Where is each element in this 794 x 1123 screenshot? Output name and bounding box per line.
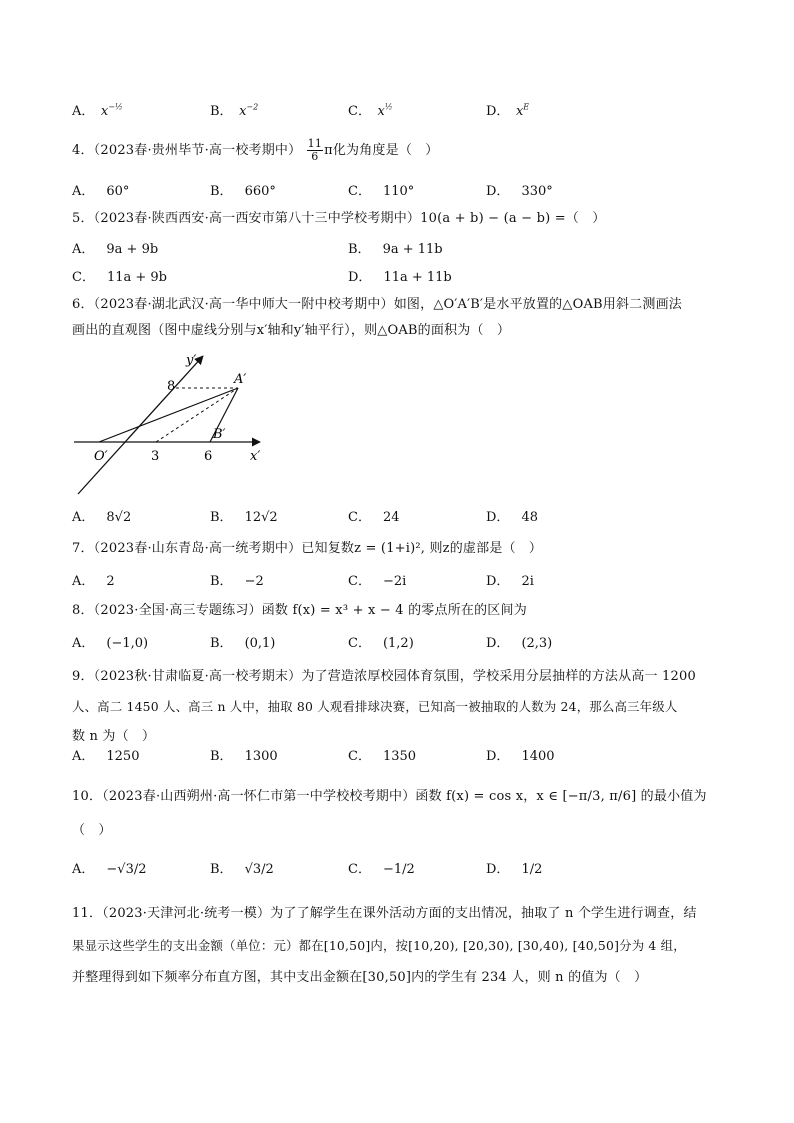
q5-option-c-label: C． [72, 270, 95, 285]
q9-option-a-value: 1250 [106, 749, 140, 764]
q9-option-c-label: C． [348, 749, 371, 764]
question-11 [72, 898, 732, 994]
q10-source: （2023春·山西朔州·高一怀仁市第一中学校校考期中） [102, 789, 416, 804]
label-x-prime: x′ [250, 449, 261, 464]
q6-option-b-label: B． [210, 510, 233, 525]
question-6 [72, 292, 732, 344]
q4-option-d [486, 180, 553, 199]
q4-options [72, 180, 732, 204]
q7-option-b-value: −2 [244, 574, 264, 589]
q7-option-c-value: −2i [382, 574, 407, 589]
q10-option-d-label: D． [486, 862, 510, 877]
q3-option-c-value: $x^{\frac{1}{2}}$ [377, 102, 393, 119]
q8-option-a-label: A． [72, 636, 95, 651]
q7-option-a-label: A． [72, 574, 95, 589]
q11-line-1 [72, 898, 732, 930]
q3-option-d-value: $x^E$ [515, 102, 530, 119]
q3-option-b [210, 100, 258, 119]
q9-text-3: 数 n 为（ ） [72, 729, 156, 744]
q5-option-a-label: A． [72, 242, 95, 257]
q9-line-1 [72, 662, 732, 692]
q7-option-d [486, 570, 534, 589]
label-y-prime: y′ [186, 353, 197, 368]
question-9 [72, 662, 732, 752]
q5-source: （2023春·陕西西安·高一西安市第八十三中学校考期中） [93, 211, 421, 226]
q8-option-d-label: D． [486, 636, 510, 651]
q3-option-c [348, 100, 393, 119]
q4-tail: π化为角度是（ ） [324, 143, 439, 158]
q3-option-d [486, 100, 529, 119]
q9-option-c-value: 1350 [382, 749, 417, 764]
q9-option-b [210, 745, 278, 764]
q5-options-row2 [72, 266, 732, 290]
q6-text-1: 如图，△O′A′B′是水平放置的△OAB用斜二测画法 [393, 297, 682, 312]
q8-option-a-value: (−1,0) [106, 636, 149, 651]
q6-option-d-label: D． [486, 510, 510, 525]
q3-option-a [72, 100, 123, 119]
q10-line-1 [72, 780, 732, 814]
q4-frac-den: 6 [311, 150, 319, 163]
q8-source: （2023·全国·高三专题练习） [93, 603, 262, 618]
q5-option-d-value: 11a + 11b [383, 270, 452, 285]
q6-option-d-value: 48 [521, 510, 538, 525]
q8-option-b-value: (0,1) [244, 636, 276, 651]
q10-option-a-value: −√3/2 [106, 862, 147, 877]
q11-text-2: 果显示这些学生的支出金额（单位：元）都在[10,50]内，按[10,20), [20,30), [30,40), [40,50]分为 4 组， [72, 938, 686, 953]
q7-text: 已知复数z = (1+i)², 则z的虚部是（ ） [301, 541, 543, 556]
q7-number: 7． [72, 541, 94, 556]
q4-option-c [348, 180, 414, 199]
q8-options [72, 632, 732, 656]
q6-source: （2023春·湖北武汉·高一华中师大一附中校考期中） [93, 297, 394, 312]
q9-options [72, 745, 732, 769]
q9-option-b-label: B． [210, 749, 233, 764]
q11-text-1: 为了了解学生在课外活动方面的支出情况，抽取了 n 个学生进行调查，结 [270, 906, 697, 921]
question-4 [72, 138, 732, 164]
question-10 [72, 780, 732, 848]
q10-option-a-label: A． [72, 862, 95, 877]
q5-option-b [348, 238, 443, 257]
label-8: 8 [167, 379, 176, 394]
q4-option-a [72, 180, 129, 199]
q6-option-a [72, 506, 131, 525]
q6-line-1 [72, 292, 732, 318]
q8-option-c [348, 632, 414, 651]
q10-option-d-value: 1/2 [521, 862, 543, 877]
q9-number: 9． [72, 669, 94, 684]
q9-option-a-label: A． [72, 749, 95, 764]
label-o-prime: O′ [94, 449, 108, 464]
q7-option-a [72, 570, 115, 589]
q10-text: 函数 f(x) = cos x，x ∈ [−π/3, π/6] 的最小值为 [415, 789, 707, 804]
q10-option-c-label: C． [348, 862, 371, 877]
q5-option-b-label: B． [348, 242, 371, 257]
q7-option-c [348, 570, 406, 589]
q5-option-a [72, 238, 158, 257]
q5-number: 5． [72, 211, 94, 226]
q8-option-d [486, 632, 552, 651]
q6-figure [70, 348, 270, 498]
q11-text-3: 并整理得到如下频率分布直方图，其中支出金额在[30,50]内的学生有 234 人，则 n 的值为（ ） [72, 970, 648, 985]
q9-option-a [72, 745, 139, 764]
q4-option-d-value: 330° [521, 184, 553, 199]
q4-option-c-label: C． [348, 184, 371, 199]
q10-option-a [72, 858, 147, 877]
q9-option-c [348, 745, 416, 764]
q4-option-a-label: A． [72, 184, 95, 199]
q9-option-d [486, 745, 555, 764]
q9-text-1: 为了营造浓厚校园体育氛围，学校采用分层抽样的方法从高一 1200 [301, 669, 696, 684]
q5-options-row1 [72, 238, 732, 262]
q4-option-b-value: 660° [244, 184, 276, 199]
q9-option-b-value: 1300 [244, 749, 278, 764]
q8-option-c-label: C． [348, 636, 371, 651]
q7-source: （2023春·山东青岛·高一统考期中） [93, 541, 302, 556]
q6-option-c [348, 506, 400, 525]
q6-number: 6． [72, 297, 94, 312]
q6-options [72, 506, 732, 530]
q7-option-d-value: 2i [521, 574, 534, 589]
q4-frac-num: 11 [307, 137, 323, 150]
q6-text-2: 画出的直观图（图中虚线分别与x′轴和y′轴平行），则△OAB的面积为（ ） [72, 323, 511, 338]
q5-option-b-value: 9a + 11b [382, 242, 443, 257]
q4-option-a-value: 60° [106, 184, 130, 199]
q6-option-b-value: 12√2 [244, 510, 278, 525]
label-6: 6 [204, 449, 213, 464]
q7-option-c-label: C． [348, 574, 371, 589]
q11-source: （2023·天津河北·统考一模） [102, 906, 271, 921]
q4-fraction [307, 138, 323, 163]
q9-text-2: 人、高二 1450 人、高三 n 人中，抽取 80 人观看排球决赛，已知高一被抽取的人数为 24，那么高三年级人 [72, 699, 678, 714]
q6-option-d [486, 506, 538, 525]
q10-option-b-label: B． [210, 862, 233, 877]
q7-options [72, 570, 732, 594]
q11-number: 11． [72, 906, 103, 921]
q3-option-c-label: C． [348, 104, 365, 119]
q5-option-d-label: D． [348, 270, 372, 285]
question-7 [72, 536, 732, 562]
q10-option-b-value: √3/2 [244, 862, 274, 877]
q10-option-b [210, 858, 274, 877]
question-8 [72, 598, 732, 624]
q3-option-b-value: $x^{-2}$ [239, 102, 259, 119]
q5-option-a-value: 9a + 9b [106, 242, 159, 257]
q3-option-d-label: D． [486, 104, 503, 119]
q8-option-b-label: B． [210, 636, 233, 651]
q4-option-d-label: D． [486, 184, 510, 199]
q3-option-a-value: $x^{-\frac{1}{2}}$ [100, 102, 123, 119]
q3-option-a-label: A． [72, 104, 88, 119]
q6-option-c-value: 24 [382, 510, 400, 525]
question-5 [72, 206, 732, 232]
q8-option-d-value: (2,3) [521, 636, 553, 651]
q7-option-b-label: B． [210, 574, 233, 589]
q10-options [72, 858, 732, 882]
q4-source: （2023春·贵州毕节·高一校考期中） [93, 143, 302, 158]
q6-option-a-value: 8√2 [106, 510, 132, 525]
q9-option-d-label: D． [486, 749, 510, 764]
label-3: 3 [151, 449, 160, 464]
q4-option-b-label: B． [210, 184, 233, 199]
label-a-prime: A′ [234, 372, 247, 387]
q10-option-c-value: −1/2 [382, 862, 415, 877]
q10-number: 10． [72, 789, 103, 804]
q10-option-c [348, 858, 415, 877]
q5-option-d [348, 266, 452, 285]
q4-option-c-value: 110° [382, 184, 415, 199]
q6-option-b [210, 506, 278, 525]
q5-expression: 10(a + b) − (a − b) =（ ） [420, 211, 606, 226]
y-axis [78, 356, 203, 494]
q8-option-c-value: (1,2) [382, 636, 414, 651]
q9-source: （2023秋·甘肃临夏·高一校考期末） [93, 669, 302, 684]
q3-option-b-label: B． [210, 104, 227, 119]
q7-option-b [210, 570, 264, 589]
q6-option-a-label: A． [72, 510, 95, 525]
q10-text-2: （ ） [72, 823, 112, 838]
q4-number: 4． [72, 143, 94, 158]
q3-options [72, 100, 732, 124]
q6-option-c-label: C． [348, 510, 371, 525]
q5-option-c [72, 266, 167, 285]
q8-option-b [210, 632, 275, 651]
q8-option-a [72, 632, 148, 651]
q5-option-c-value: 11a + 9b [106, 270, 167, 285]
q8-text: 函数 f(x) = x³ + x − 4 的零点所在的区间为 [261, 603, 527, 618]
q9-option-d-value: 1400 [521, 749, 555, 764]
q7-option-d-label: D． [486, 574, 510, 589]
q8-number: 8． [72, 603, 94, 618]
label-b-prime: B′ [213, 427, 226, 442]
q7-option-a-value: 2 [106, 574, 115, 589]
q4-option-b [210, 180, 276, 199]
q10-option-d [486, 858, 542, 877]
